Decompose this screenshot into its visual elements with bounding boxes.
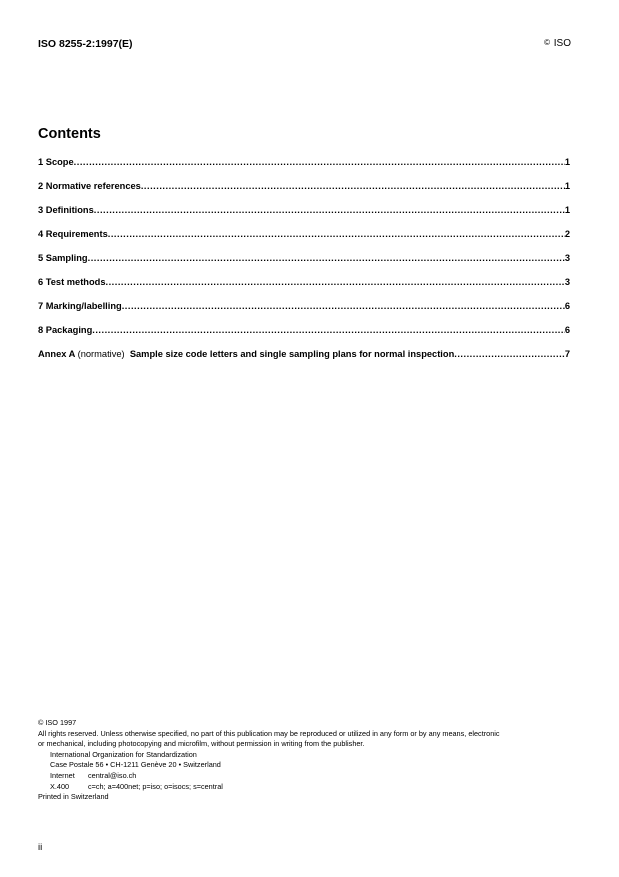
toc-leader <box>141 181 565 191</box>
toc-entry[interactable] <box>38 205 570 229</box>
toc-entry-page: 2 <box>564 229 570 239</box>
toc-entry-page: 7 <box>564 349 570 359</box>
toc-entry-page: 1 <box>564 157 570 167</box>
toc-entry[interactable] <box>38 157 570 181</box>
rights-line-2: or mechanical, including photocopying and microfilm, without permission in writing from the publisher. <box>38 739 365 749</box>
toc-entry-title <box>38 349 454 359</box>
toc-entry[interactable] <box>38 253 570 277</box>
x400-line <box>38 782 578 793</box>
internet-label: Internet <box>50 770 75 780</box>
annex-label: Annex A <box>38 349 76 359</box>
internet-value[interactable]: central@iso.ch <box>88 770 137 780</box>
toc-leader <box>122 301 565 311</box>
toc-leader <box>88 253 565 263</box>
toc-leader <box>454 349 565 359</box>
toc-entry-title: 4 Requirements <box>38 229 108 239</box>
printed-line: Printed in Switzerland <box>38 792 109 802</box>
toc-entry-title: 8 Packaging <box>38 325 93 335</box>
org-name: International Organization for Standardization <box>50 749 197 759</box>
contents-heading: Contents <box>38 126 101 142</box>
toc-entry-page: 1 <box>564 181 570 191</box>
toc-leader <box>94 205 565 215</box>
standard-id: ISO 8255-2:1997(E) <box>38 38 133 50</box>
toc-entry-title: 7 Marking/labelling <box>38 301 122 311</box>
annex-qualifier: (normative) <box>77 349 125 359</box>
toc-entry[interactable] <box>38 301 570 325</box>
copyright-symbol: © <box>544 38 550 47</box>
toc-entry-page: 6 <box>564 325 570 335</box>
toc-entry[interactable] <box>38 277 570 301</box>
toc-leader <box>92 325 565 335</box>
annex-title: Sample size code letters and single sampling plans for normal inspection <box>129 349 455 359</box>
toc-entry[interactable] <box>38 181 570 205</box>
toc-entry[interactable] <box>38 229 570 253</box>
toc-leader <box>106 277 565 287</box>
toc-entry[interactable] <box>38 325 570 349</box>
x400-value: c=ch; a=400net; p=iso; o=isocs; s=central <box>88 781 223 791</box>
toc-leader <box>108 229 565 239</box>
header-publisher <box>544 38 571 49</box>
rights-line-1: All rights reserved. Unless otherwise specified, no part of this publication may be reproduced or utilized in any form or by any means, electronic <box>38 728 500 738</box>
toc-entry-page: 1 <box>564 205 570 215</box>
toc-entry-page: 3 <box>564 253 570 263</box>
org-address: Case Postale 56 • CH-1211 Genève 20 • Switzerland <box>50 760 221 770</box>
toc-entry-page: 3 <box>564 277 570 287</box>
copyright-line: © ISO 1997 <box>38 718 77 727</box>
internet-line <box>38 771 578 782</box>
copyright-footer <box>38 718 578 803</box>
publisher-name: ISO <box>553 38 571 49</box>
toc-entry-title: 1 Scope <box>38 157 74 167</box>
toc-entry-annex-a[interactable] <box>38 349 570 373</box>
toc-leader <box>74 157 565 167</box>
table-of-contents <box>38 157 570 373</box>
toc-entry-title: 5 Sampling <box>38 253 88 263</box>
page-number: ii <box>38 842 43 853</box>
toc-entry-page: 6 <box>564 301 570 311</box>
toc-entry-title: 2 Normative references <box>38 181 141 191</box>
x400-label: X.400 <box>50 781 70 791</box>
toc-entry-title: 6 Test methods <box>38 277 106 287</box>
toc-entry-title: 3 Definitions <box>38 205 94 215</box>
